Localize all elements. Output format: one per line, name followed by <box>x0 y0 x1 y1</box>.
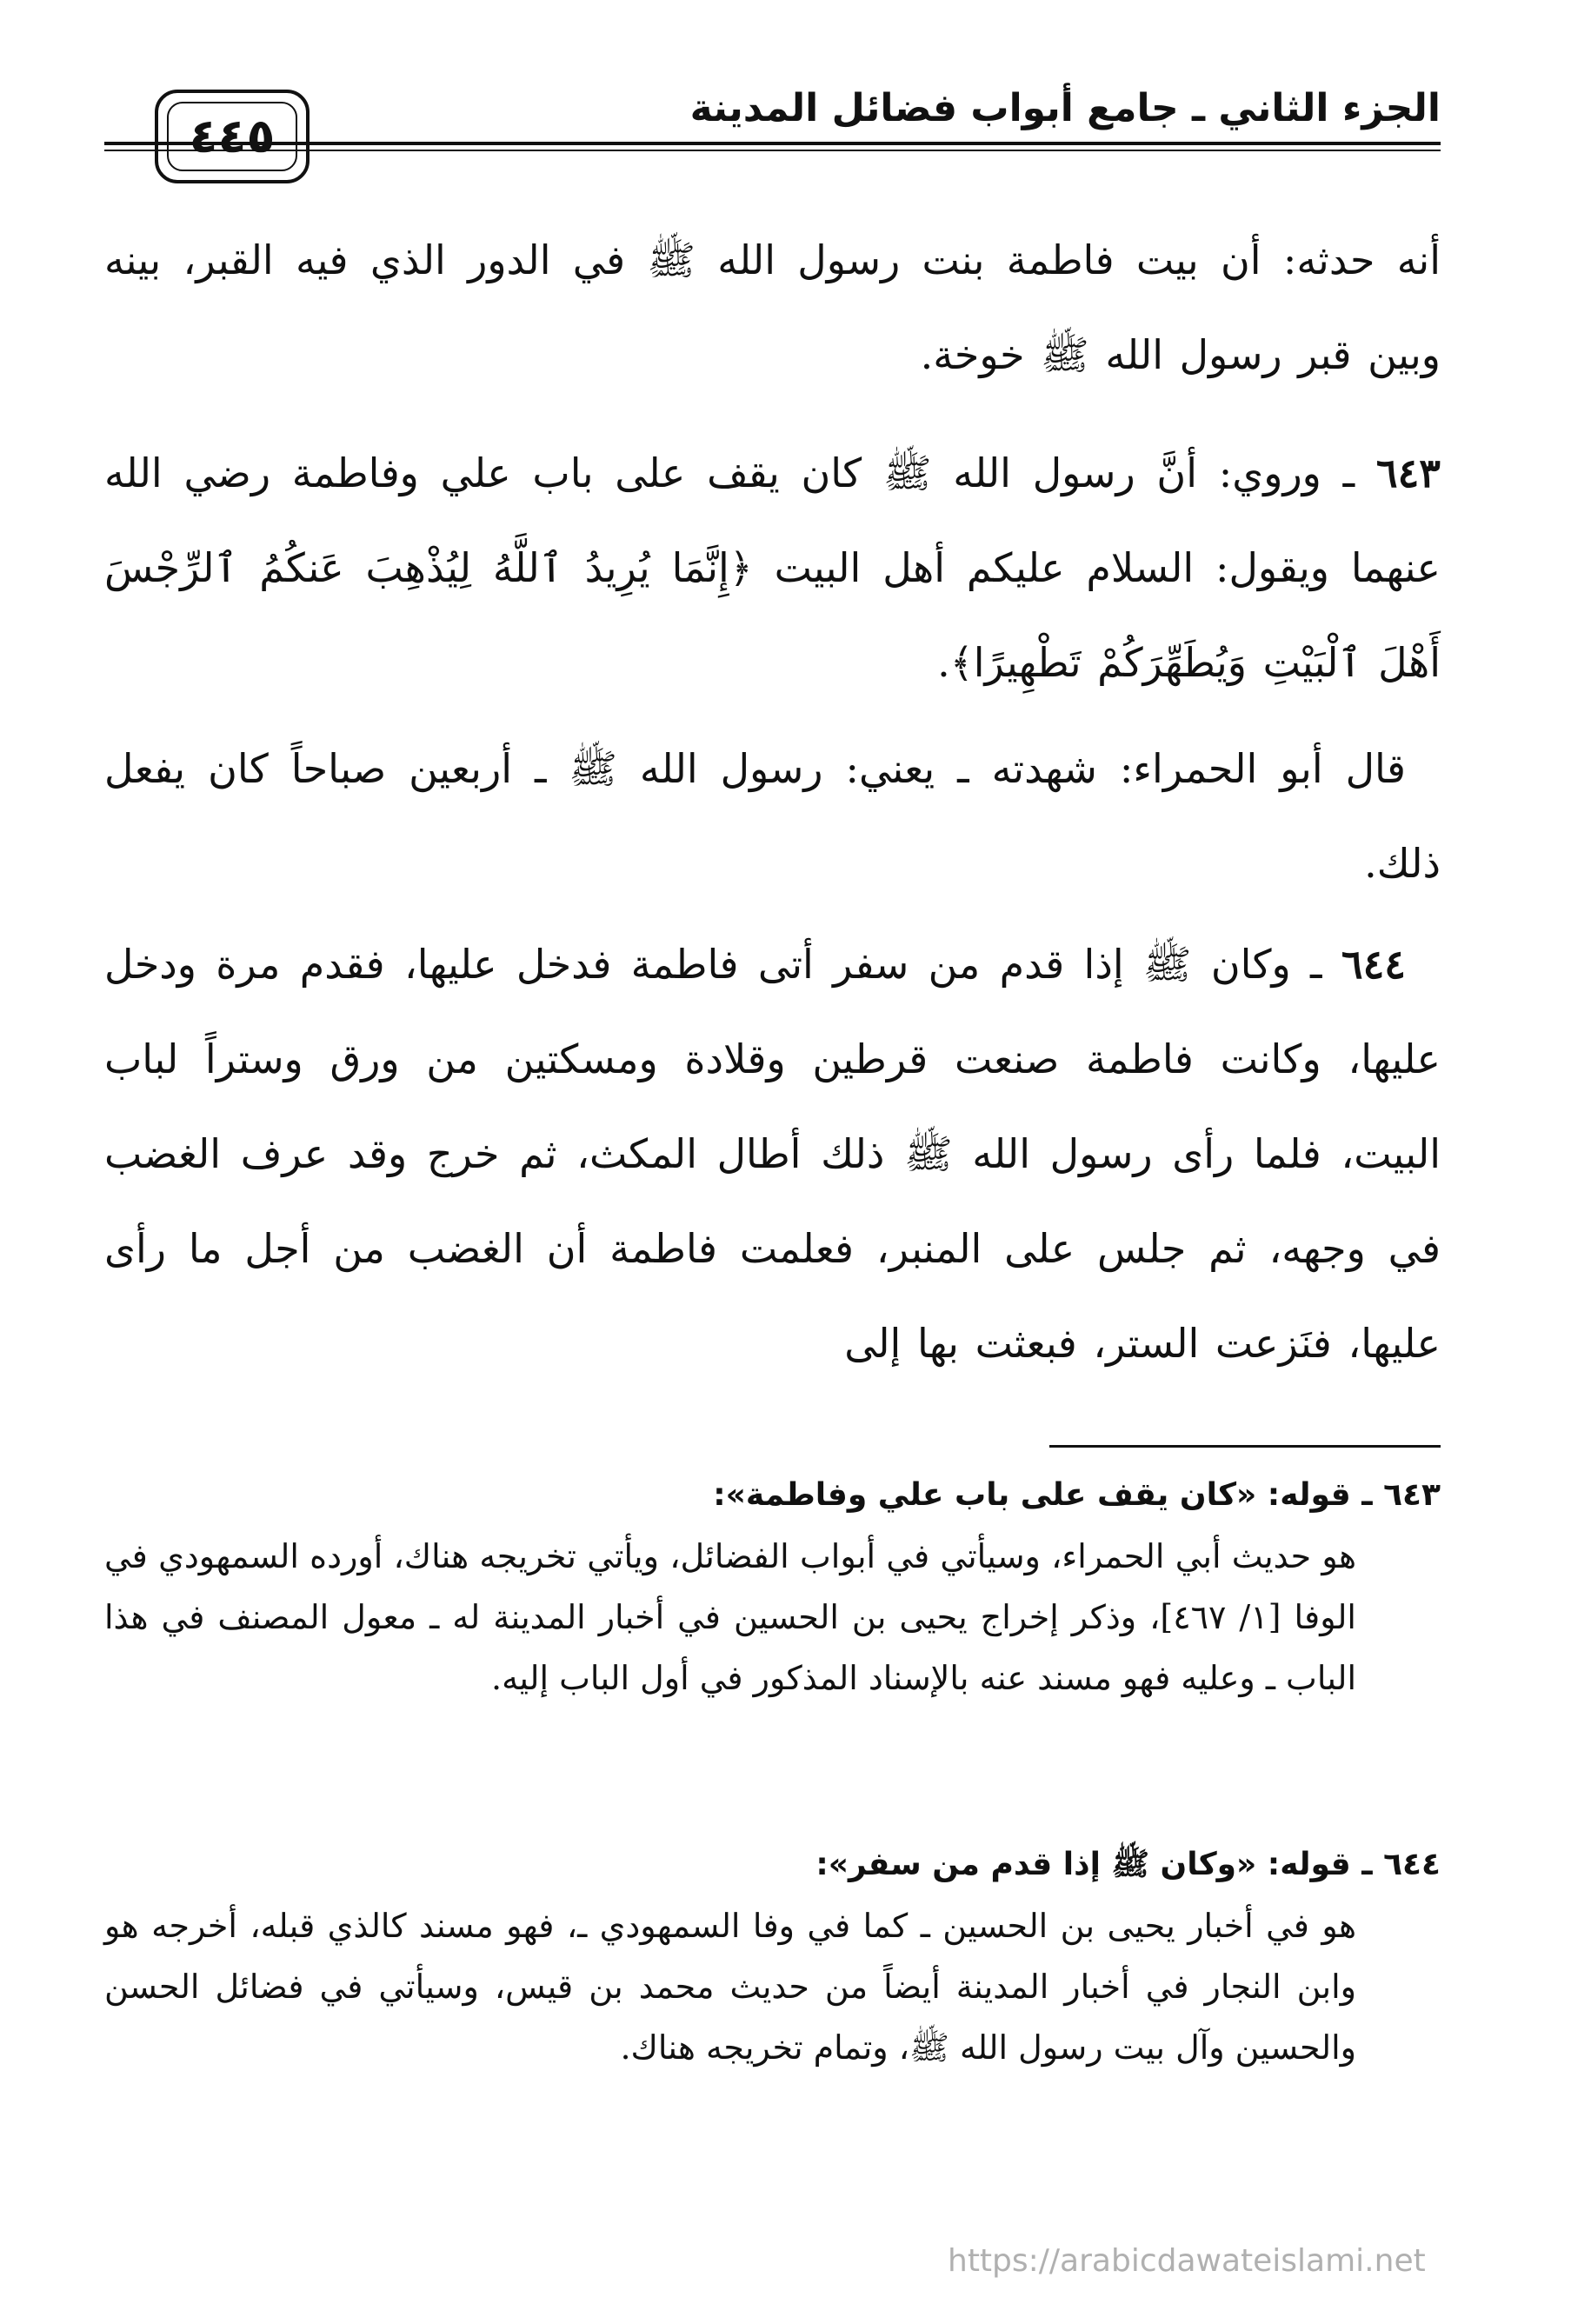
hadith-number-644: ٦٤٤ <box>1341 941 1407 988</box>
page-number: ٤٤٥ <box>189 109 276 163</box>
main-paragraph-643 <box>104 426 1441 710</box>
header-rule-thick <box>104 142 1441 145</box>
page-number-frame <box>155 90 310 183</box>
hadith-text-643: ـ وروي: أنَّ رسول الله ﷺ كان يقف على باب علي وفاطمة رضي الله عنهما ويقول: السلام عليكم أهل البيت ﴿إِنَّمَا يُرِيدُ ٱللَّهُ لِيُذْهِبَ عَنكُمُ ٱلرِّجْسَ أَهْلَ ٱلْبَيْتِ وَيُطَهِّرَكُمْ تَطْهِيرًا﴾. <box>104 449 1441 686</box>
watermark-url: https://arabicdawateislami.net <box>948 2243 1426 2279</box>
footnote-643-body: هو حديث أبي الحمراء، وسيأتي في أبواب الفضائل، ويأتي تخريجه هناك، أورده السمهودي في الوفا [١/ ٤٦٧]، وذكر إخراج يحيى بن الحسين في أخبار المدينة له ـ معول المصنف في هذا الباب ـ وعليه فهو مسند عنه بالإسناد المذكور في أول الباب إليه. <box>104 1537 1356 1697</box>
footnote-644-heading: ٦٤٤ ـ قوله: «وكان ﷺ إذا قدم من سفر»: <box>815 1847 1441 1882</box>
hadith-text-644: ـ وكان ﷺ إذا قدم من سفر أتى فاطمة فدخل عليها، فقدم مرة ودخل عليها، وكانت فاطمة صنعت قرطين وقلادة ومسكتين من ورق وستراً لباب البيت، فلما رأى رسول الله ﷺ ذلك أطال المكث، ثم خرج وقد عرف الغضب في وجهه، ثم جلس على المنبر، فعلمت فاطمة أن الغضب من أجل ما رأى عليها، فنَزعت الستر، فبعثت بها إلى <box>104 941 1441 1367</box>
footnote-644-body: هو في أخبار يحيى بن الحسين ـ كما في وفا السمهودي ـ، فهو مسند كالذي قبله، أخرجه هو وابن النجار في أخبار المدينة أيضاً من حديث محمد بن قيس، وسيأتي في فضائل الحسن والحسين وآل بيت رسول الله ﷺ، وتمام تخريجه هناك. <box>104 1907 1356 2067</box>
running-header-title: الجزء الثاني ـ جامع أبواب فضائل المدينة <box>689 86 1441 130</box>
header-rule-thin <box>104 150 1441 151</box>
footnote-643-heading: ٦٤٣ ـ قوله: «كان يقف على باب علي وفاطمة»: <box>713 1477 1441 1513</box>
main-paragraph-644 <box>104 917 1441 1391</box>
page-number-inner-frame <box>167 102 297 171</box>
main-paragraph-abu-alhamra: قال أبو الحمراء: شهدته ـ يعني: رسول الله ﷺ ـ أربعين صباحاً كان يفعل ذلك. <box>104 745 1441 887</box>
main-paragraph-intro: أنه حدثه: أن بيت فاطمة بنت رسول الله ﷺ في الدور الذي فيه القبر، بينه وبين قبر رسول الله ﷺ خوخة. <box>104 236 1441 378</box>
hadith-number-643: ٦٤٣ <box>1375 449 1441 496</box>
footnote-separator <box>1049 1445 1441 1448</box>
